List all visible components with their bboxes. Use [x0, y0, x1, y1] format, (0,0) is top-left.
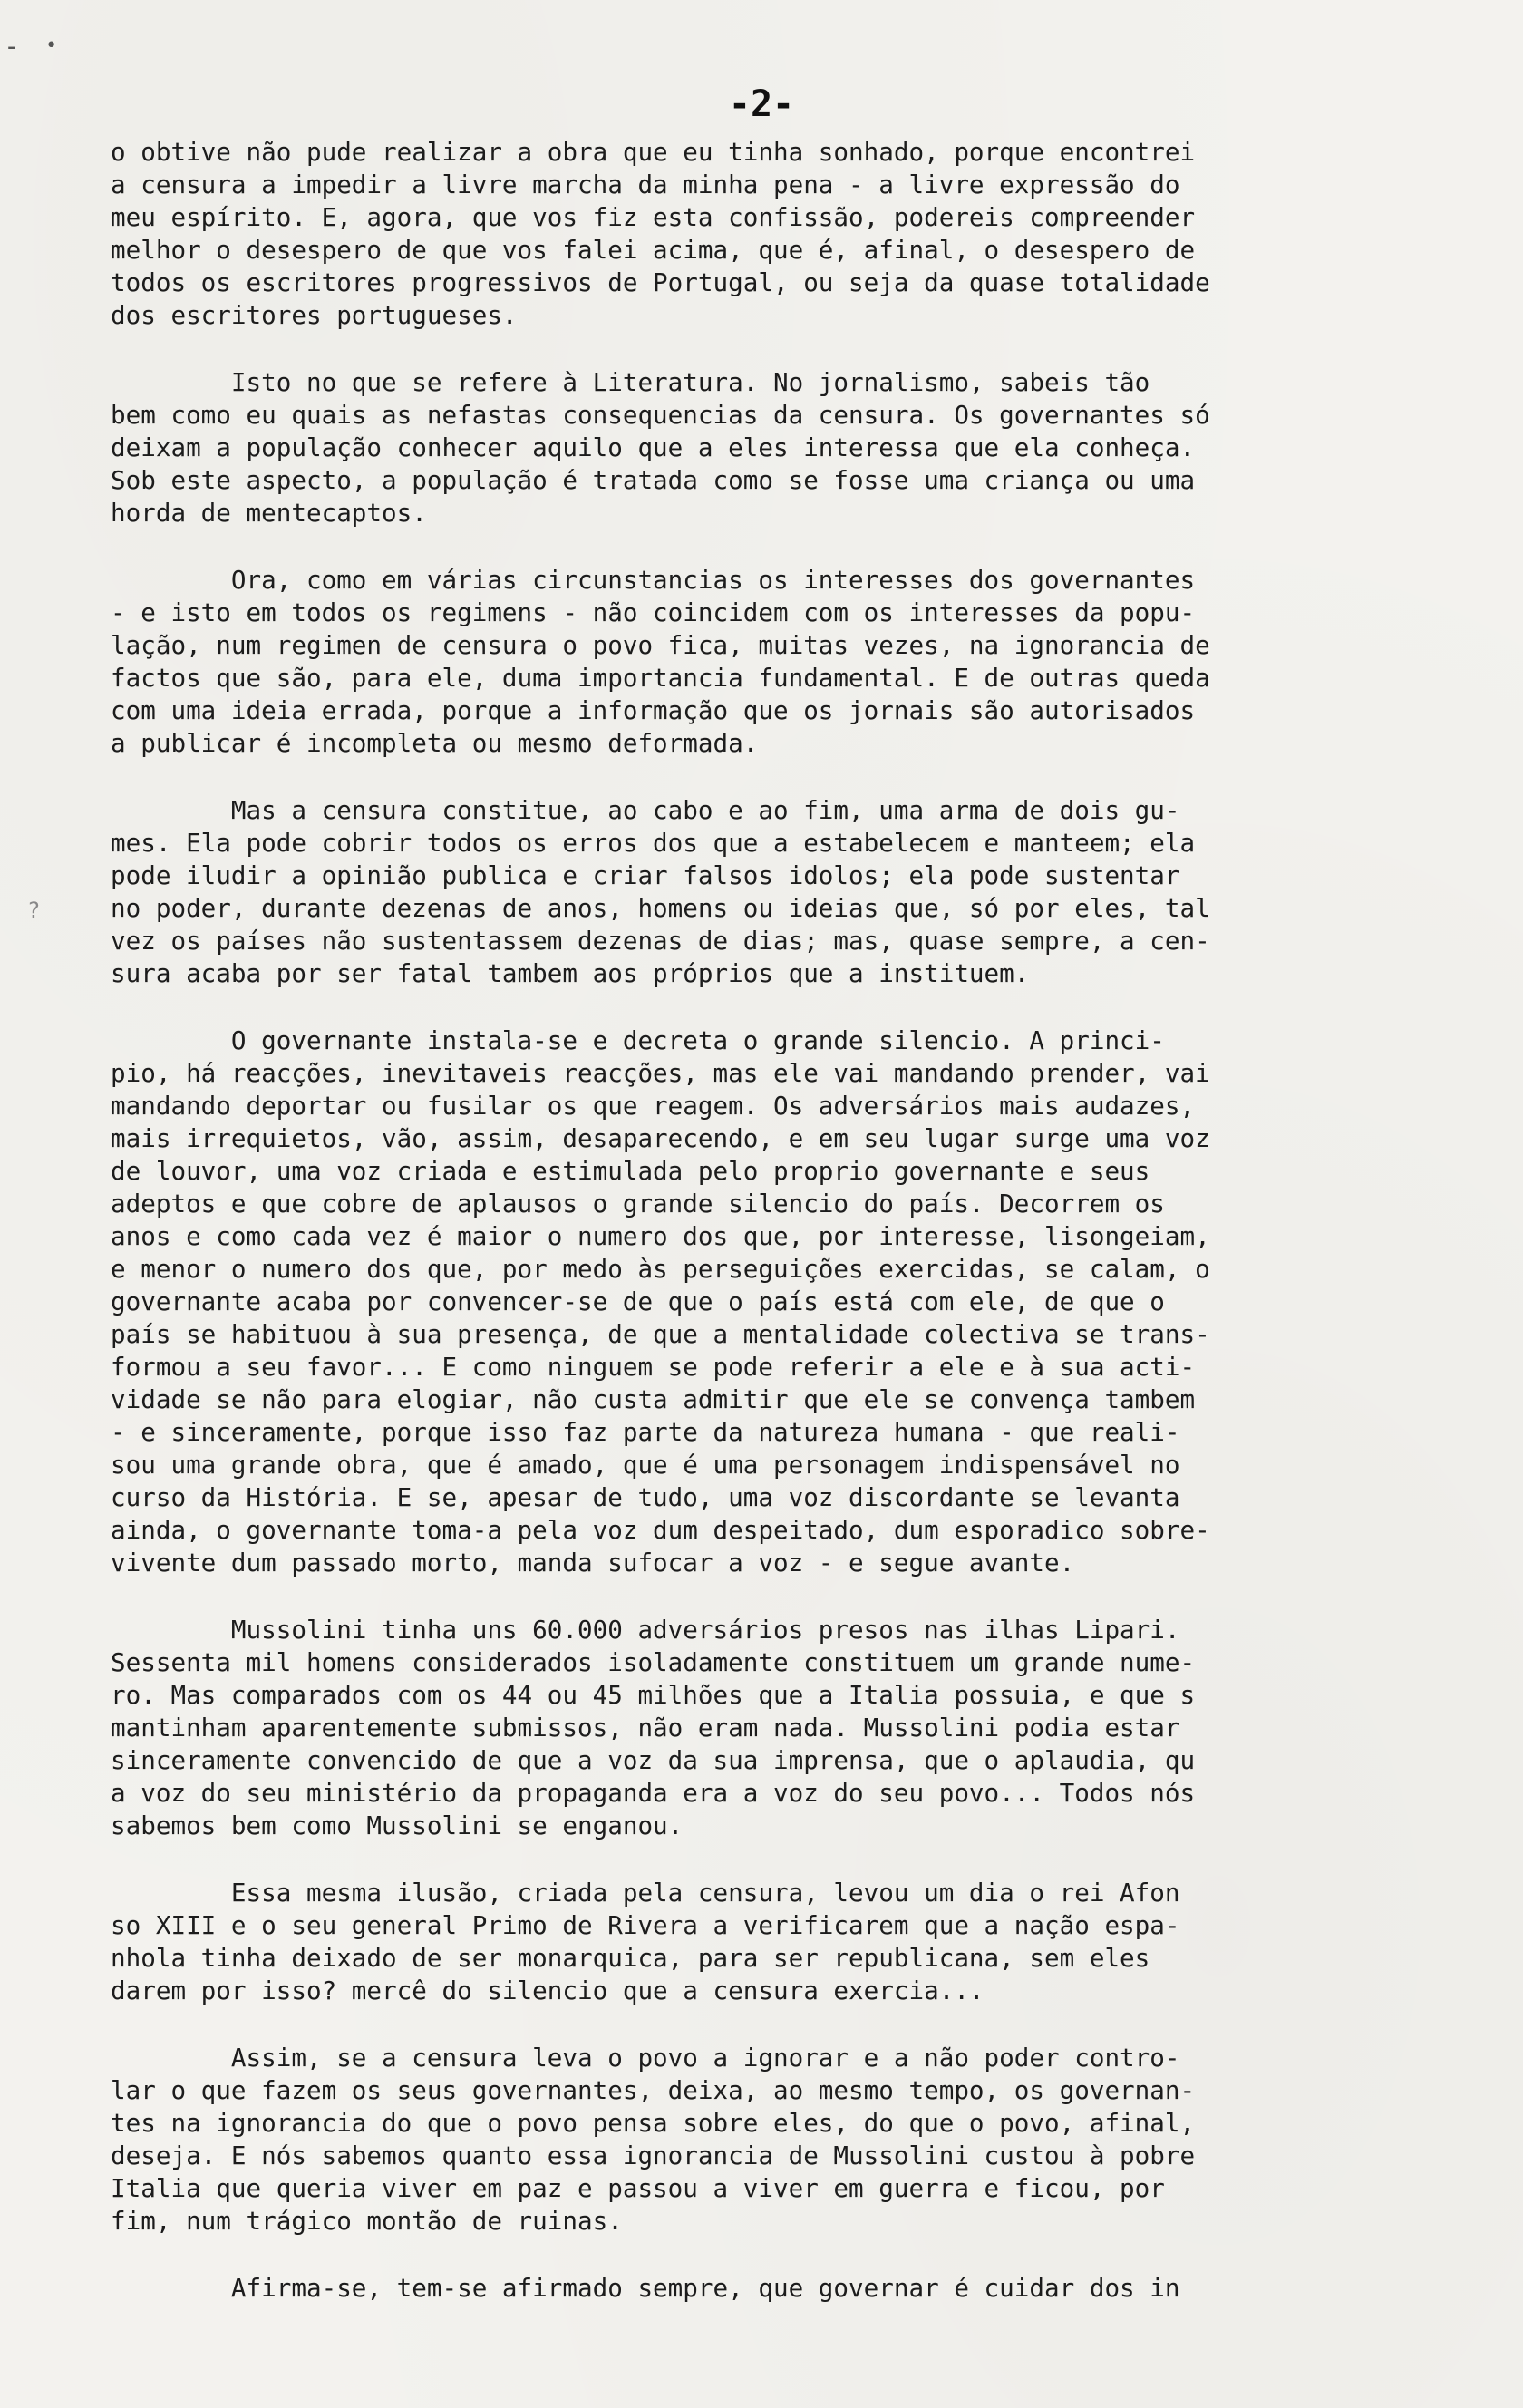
- text-line: - e isto em todos os regimens - não coincidem com os interesses da popu-: [111, 597, 1196, 627]
- text-line: todos os escritores progressivos de Portugal, ou seja da quase totalidade: [111, 267, 1210, 297]
- text-line: Mussolini tinha uns 60.000 adversários presos nas ilhas Lipari.: [111, 1615, 1180, 1645]
- paragraph: [111, 1614, 1425, 1842]
- paragraph: [111, 2272, 1425, 2305]
- text-line: curso da História. E se, apesar de tudo, uma voz discordante se levanta: [111, 1482, 1180, 1512]
- paragraph: [111, 1024, 1425, 1579]
- text-line: formou a seu favor... E como ninguem se pode referir a ele e à sua acti-: [111, 1352, 1196, 1382]
- text-line: mantinham aparentemente submissos, não eram nada. Mussolini podia estar: [111, 1713, 1180, 1743]
- text-line: lar o que fazem os seus governantes, deixa, ao mesmo tempo, os governan-: [111, 2075, 1196, 2105]
- text-line: Assim, se a censura leva o povo a ignorar e a não poder contro-: [111, 2043, 1180, 2073]
- text-line: no poder, durante dezenas de anos, homens ou ideias que, só por eles, tal: [111, 893, 1210, 923]
- text-line: deseja. E nós sabemos quanto essa ignorancia de Mussolini custou à pobre: [111, 2141, 1196, 2170]
- text-line: lação, num regimen de censura o povo fica, muitas vezes, na ignorancia de: [111, 630, 1210, 660]
- text-line: ainda, o governante toma-a pela voz dum despeitado, dum esporadico sobre-: [111, 1515, 1210, 1545]
- text-line: sabemos bem como Mussolini se enganou.: [111, 1811, 684, 1840]
- text-line: meu espírito. E, agora, que vos fiz esta confissão, podereis compreender: [111, 202, 1196, 232]
- text-line: país se habituou à sua presença, de que a mentalidade colectiva se trans-: [111, 1319, 1210, 1349]
- text-line: pio, há reacções, inevitaveis reacções, mas ele vai mandando prender, vai: [111, 1058, 1210, 1088]
- paragraph: [111, 794, 1425, 990]
- text-line: sou uma grande obra, que é amado, que é uma personagem indispensável no: [111, 1450, 1180, 1480]
- text-line: mes. Ela pode cobrir todos os erros dos que a estabelecem e manteem; ela: [111, 828, 1196, 858]
- text-line: horda de mentecaptos.: [111, 498, 427, 528]
- text-line: adeptos e que cobre de aplausos o grande silencio do país. Decorrem os: [111, 1189, 1165, 1219]
- text-line: anos e como cada vez é maior o numero dos que, por interesse, lisongeiam,: [111, 1221, 1210, 1251]
- text-line: darem por isso? mercê do silencio que a censura exercia...: [111, 1976, 985, 2005]
- text-line: pode iludir a opinião publica e criar falsos idolos; ela pode sustentar: [111, 860, 1180, 890]
- text-line: Mas a censura constitue, ao cabo e ao fim, uma arma de dois gu-: [111, 795, 1180, 825]
- text-line: deixam a população conhecer aquilo que a eles interessa que ela conheça.: [111, 432, 1196, 462]
- paragraph: [111, 1877, 1425, 2007]
- text-line: a voz do seu ministério da propaganda era a voz do seu povo... Todos nós: [111, 1778, 1196, 1808]
- text-line: sinceramente convencido de que a voz da sua imprensa, que o aplaudia, qu: [111, 1745, 1196, 1775]
- paragraph: [111, 2042, 1425, 2238]
- margin-mark-left: ?: [27, 898, 41, 923]
- text-line: a publicar é incompleta ou mesmo deformada.: [111, 728, 759, 758]
- text-line: ro. Mas comparados com os 44 ou 45 milhões que a Italia possuia, e que s: [111, 1680, 1196, 1710]
- text-line: vidade se não para elogiar, não custa admitir que ele se convença tambem: [111, 1384, 1196, 1414]
- text-line: Sob este aspecto, a população é tratada como se fosse uma criança ou uma: [111, 465, 1196, 495]
- text-line: - e sinceramente, porque isso faz parte da natureza humana - que reali-: [111, 1417, 1180, 1447]
- text-line: a censura a impedir a livre marcha da minha pena - a livre expressão do: [111, 170, 1180, 199]
- text-line: O governante instala-se e decreta o grande silencio. A princi-: [111, 1025, 1165, 1055]
- paragraph: [111, 564, 1425, 760]
- text-line: de louvor, uma voz criada e estimulada pelo proprio governante e seus: [111, 1156, 1150, 1186]
- text-line: factos que são, para ele, duma importancia fundamental. E de outras queda: [111, 663, 1210, 693]
- text-line: Essa mesma ilusão, criada pela censura, levou um dia o rei Afon: [111, 1878, 1180, 1908]
- text-line: e menor o numero dos que, por medo às perseguições exercidas, se calam, o: [111, 1254, 1210, 1284]
- text-line: dos escritores portugueses.: [111, 300, 518, 330]
- paragraph: [111, 136, 1425, 332]
- text-line: so XIII e o seu general Primo de Rivera a verificarem que a nação espa-: [111, 1910, 1180, 1940]
- paragraph: [111, 366, 1425, 529]
- margin-mark-dot: •: [45, 34, 58, 57]
- text-line: mandando deportar ou fusilar os que reagem. Os adversários mais audazes,: [111, 1091, 1196, 1121]
- text-line: Afirma-se, tem-se afirmado sempre, que governar é cuidar dos in: [111, 2273, 1180, 2303]
- margin-mark-top-left: -: [4, 31, 21, 63]
- page-number: -2-: [728, 83, 795, 125]
- text-line: bem como eu quais as nefastas consequencias da censura. Os governantes só: [111, 400, 1210, 430]
- text-line: o obtive não pude realizar a obra que eu tinha sonhado, porque encontrei: [111, 137, 1196, 167]
- text-line: nhola tinha deixado de ser monarquica, para ser republicana, sem eles: [111, 1943, 1150, 1973]
- text-line: Isto no que se refere à Literatura. No jornalismo, sabeis tão: [111, 367, 1150, 397]
- text-line: Italia que queria viver em paz e passou a viver em guerra e ficou, por: [111, 2173, 1165, 2203]
- document-body: [111, 136, 1425, 2339]
- text-line: vivente dum passado morto, manda sufocar a voz - e segue avante.: [111, 1548, 1075, 1578]
- text-line: Ora, como em várias circunstancias os interesses dos governantes: [111, 565, 1196, 595]
- text-line: tes na ignorancia do que o povo pensa sobre eles, do que o povo, afinal,: [111, 2108, 1196, 2138]
- text-line: vez os países não sustentassem dezenas de dias; mas, quase sempre, a cen-: [111, 926, 1210, 956]
- text-line: fim, num trágico montão de ruinas.: [111, 2206, 623, 2236]
- text-line: mais irrequietos, vão, assim, desaparecendo, e em seu lugar surge uma voz: [111, 1123, 1210, 1153]
- text-line: governante acaba por convencer-se de que o país está com ele, de que o: [111, 1287, 1165, 1316]
- text-line: com uma ideia errada, porque a informação que os jornais são autorisados: [111, 695, 1196, 725]
- text-line: Sessenta mil homens considerados isoladamente constituem um grande nume-: [111, 1647, 1196, 1677]
- text-line: sura acaba por ser fatal tambem aos próprios que a instituem.: [111, 958, 1030, 988]
- text-line: melhor o desespero de que vos falei acima, que é, afinal, o desespero de: [111, 235, 1196, 265]
